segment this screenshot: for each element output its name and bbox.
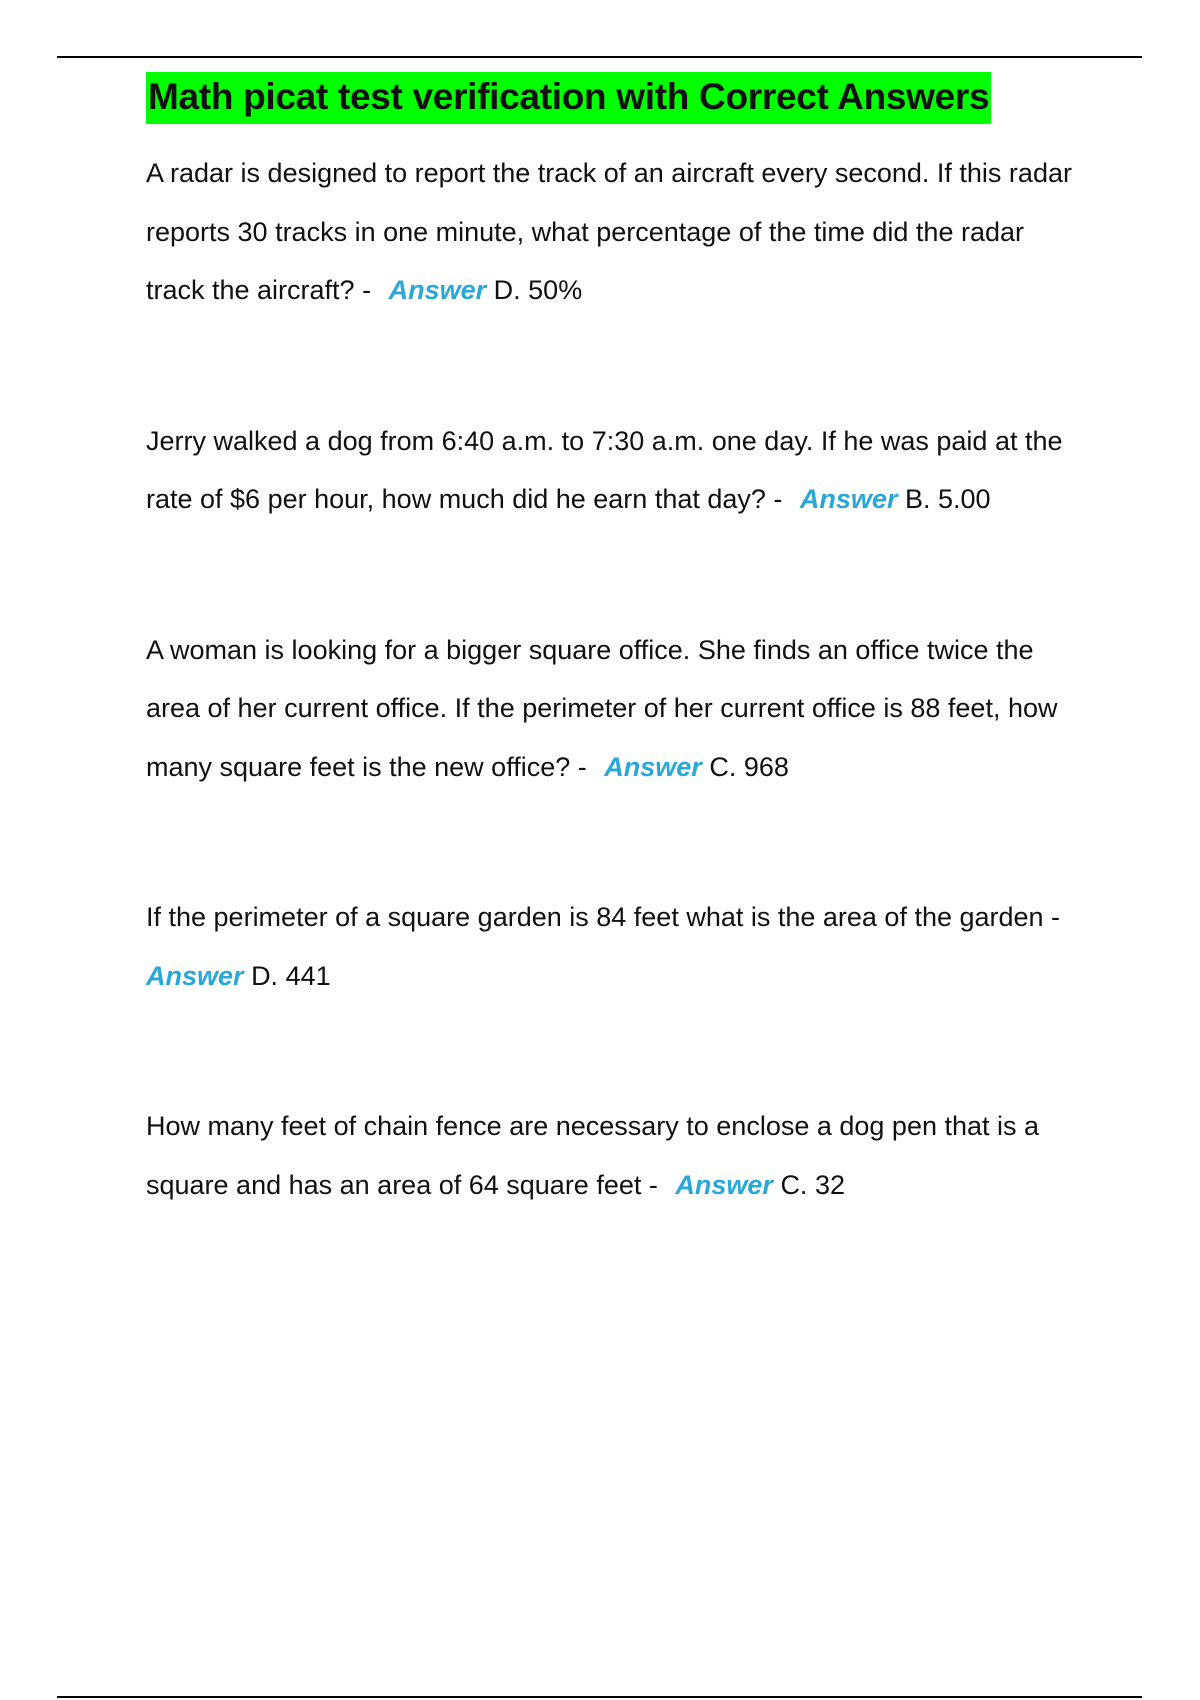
answer-label: Answer [146,960,244,991]
document-title: Math picat test verification with Correct Answers [146,72,991,124]
answer-label: Answer [388,275,487,305]
qa-item [146,144,1086,320]
answer-text: B. 5.00 [904,484,991,514]
qa-item [146,621,1086,797]
answer-label: Answer [799,484,898,514]
answer-text: D. 50% [493,275,583,305]
question-text: If the perimeter of a square garden is 84 feet what is the area of the garden - [146,902,1061,932]
answer-text: C. 968 [709,751,789,782]
qa-item [146,888,1086,1005]
document-body [146,72,1086,1214]
qa-item [146,412,1086,529]
answer-text: D. 441 [251,960,331,991]
bottom-rule [57,1696,1142,1698]
answer-label: Answer [675,1169,773,1200]
question-text: A radar is designed to report the track of an aircraft every second. If this radar reports 30 tracks in one minute, what percentage of the time did the radar track the aircraft? - [146,158,1072,305]
top-rule [57,56,1142,58]
answer-label: Answer [604,751,702,782]
answer-text: C. 32 [780,1169,845,1200]
qa-item [146,1097,1086,1214]
question-text: How many feet of chain fence are necessary to enclose a dog pen that is a square and has an area of 64 square feet - [146,1111,1040,1200]
question-text: Jerry walked a dog from 6:40 a.m. to 7:30 a.m. one day. If he was paid at the rate of $6 per hour, how much did he earn that day? - [146,425,1063,514]
qa-list [146,144,1086,1214]
question-text: A woman is looking for a bigger square office. She finds an office twice the area of her current office. If the perimeter of her current office is 88 feet, how many square feet is the new office? - [146,634,1058,782]
